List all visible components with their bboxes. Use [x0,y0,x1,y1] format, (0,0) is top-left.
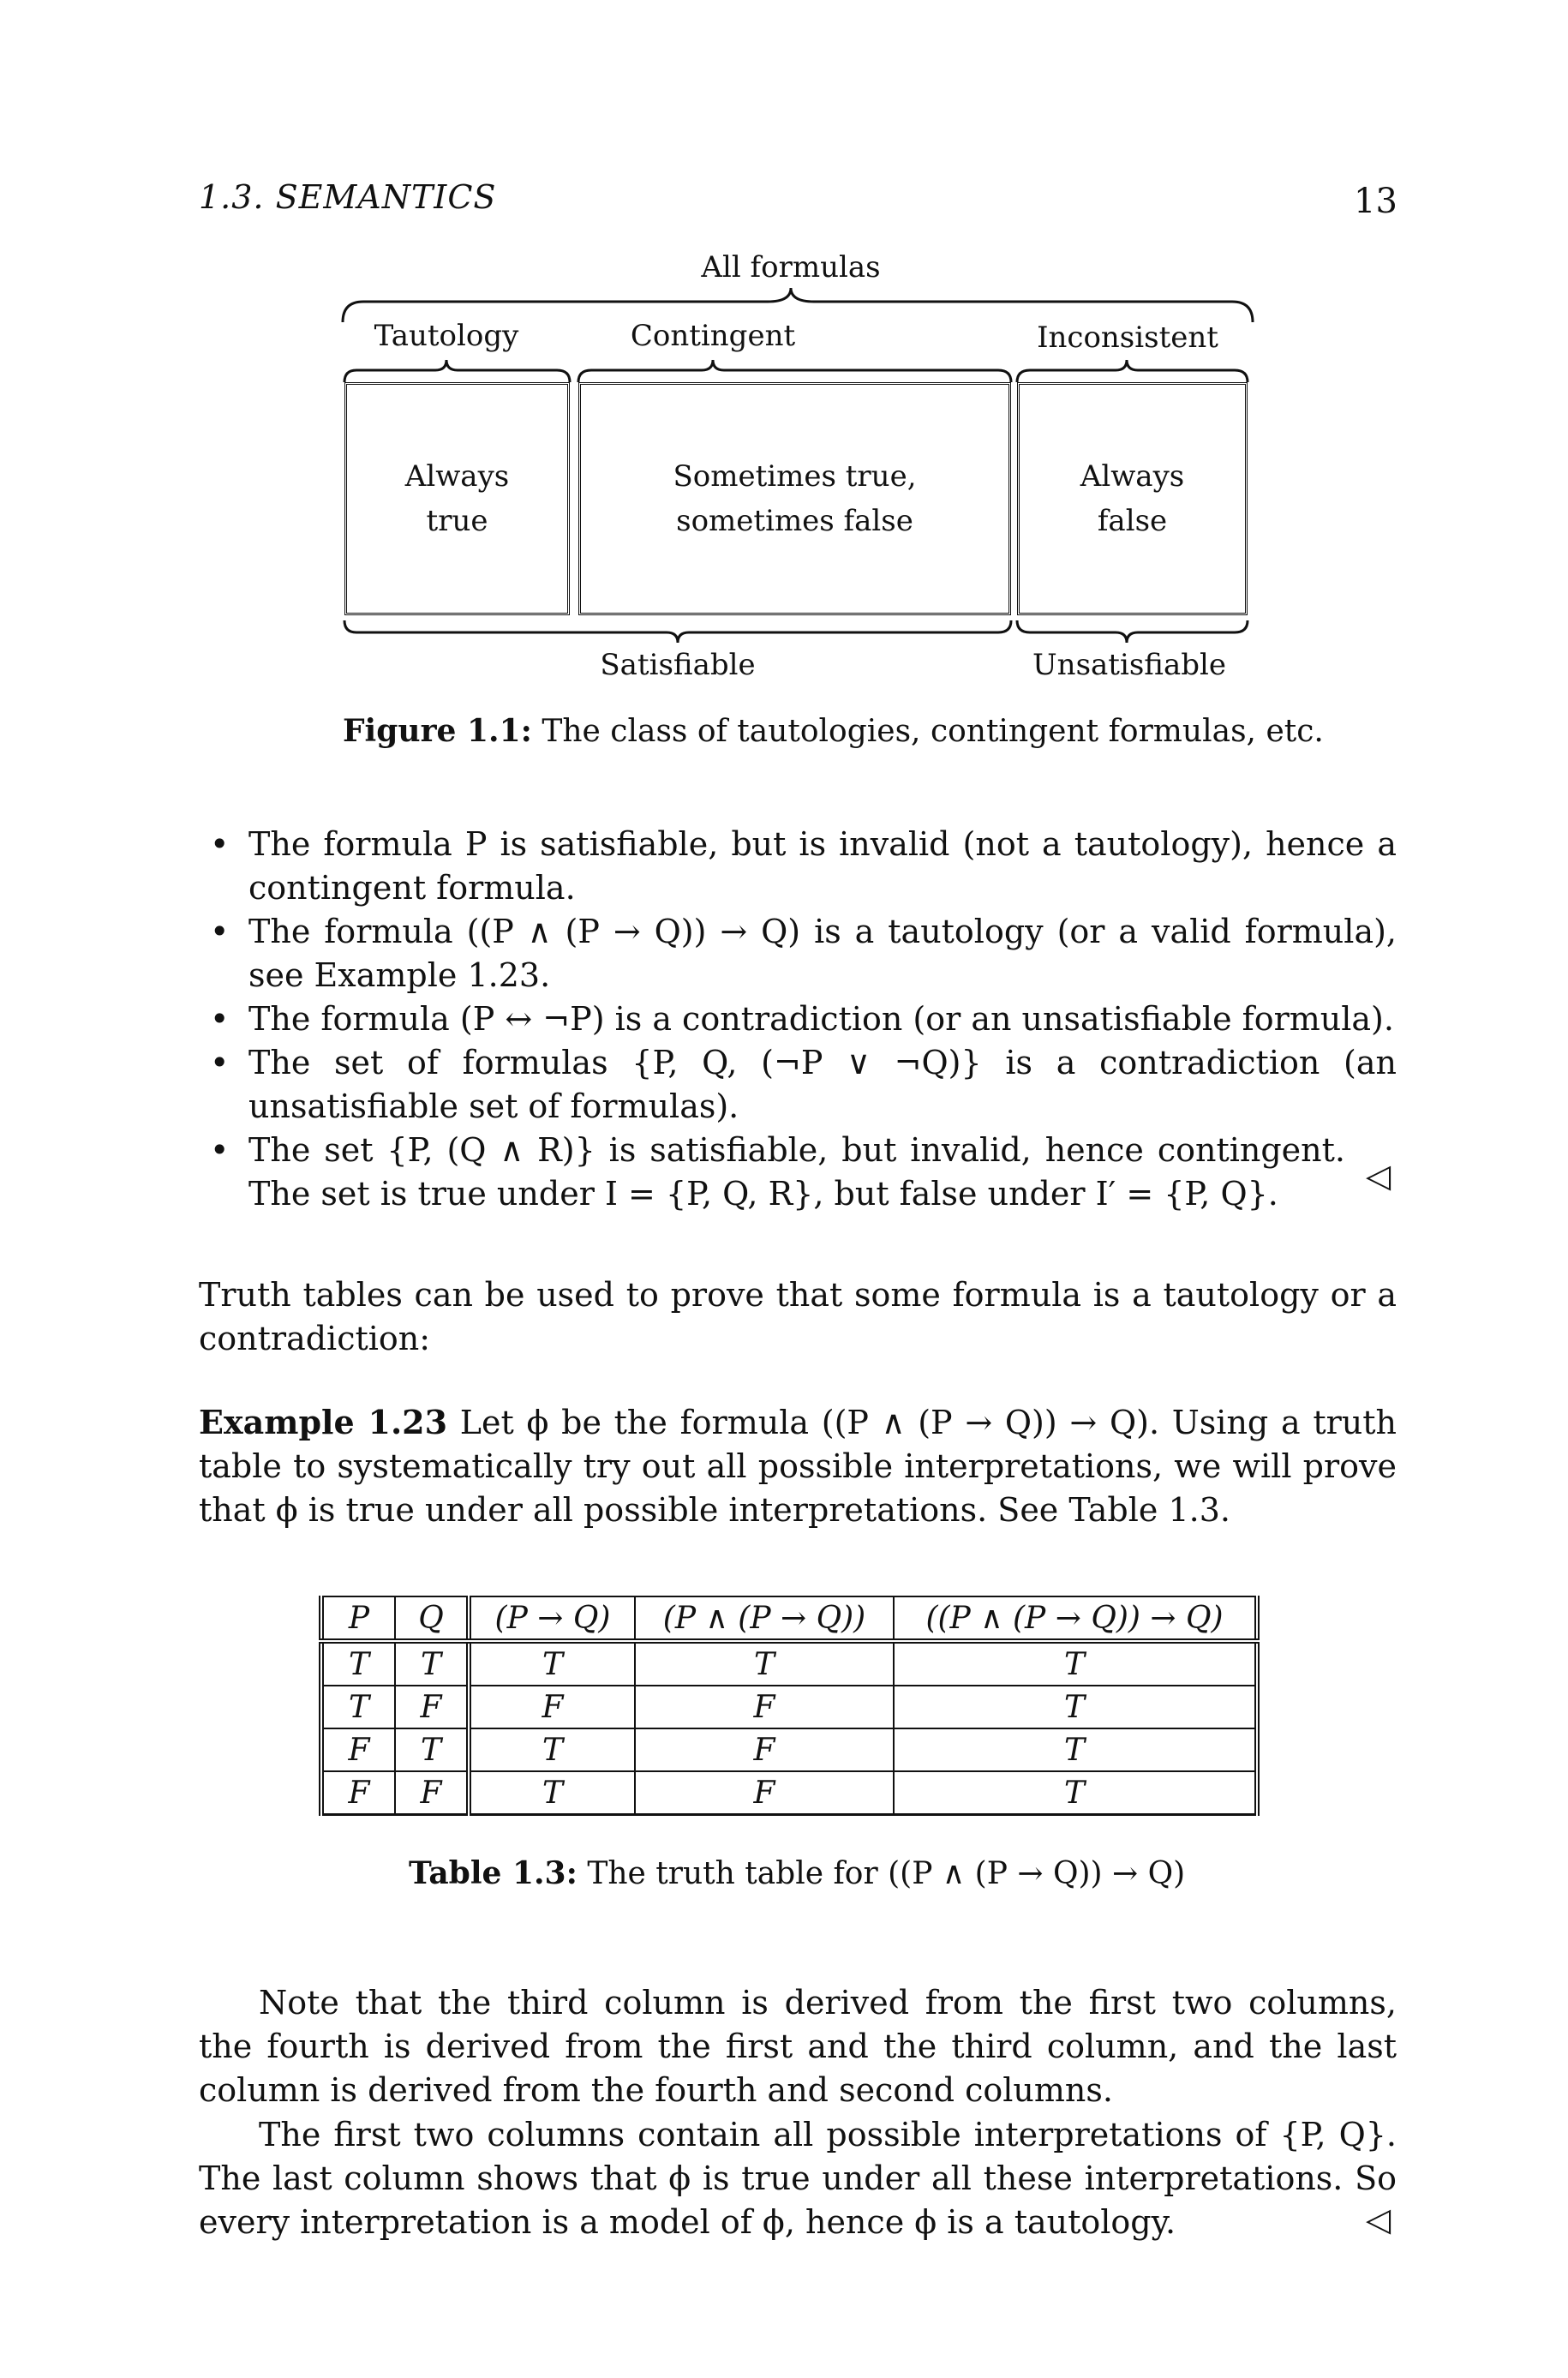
example-bullet-list [248,823,1397,1216]
figure-caption-label: Figure 1.1: [343,713,532,749]
list-item: • The formula P is satisfiable, but is invalid (not a tautology), hence a contingent formula. [248,823,1397,910]
table-cell: F [321,1728,395,1771]
table-row [321,1728,1257,1771]
table-cell: T [894,1728,1257,1771]
table-caption-label: Table 1.3: [409,1855,578,1891]
paragraph-note: Note that the third column is derived from the first two columns, the fourth is derived from the first and the third column, and the last column is derived from the fourth and second columns. [199,1984,1397,2109]
table-cell: T [321,1641,395,1686]
label-unsatisfiable: Unsatisfiable [1032,648,1226,682]
brace-satisfiable [344,620,1011,643]
example-text: Let ϕ be the formula ((P ∧ (P → Q)) → Q). Using a truth table to systematically try out all possible interpretations, we will prove that ϕ is true under all possible interpretations. See Table 1.3. [199,1404,1397,1529]
table-cell: F [635,1728,894,1771]
table-caption-text: The truth table for ((P ∧ (P → Q)) → Q) [587,1856,1186,1891]
label-all-formulas: All formulas [701,250,881,285]
label-contingent: Contingent [630,319,796,353]
paragraph-first-two-columns: The first two columns contain all possible interpretations of {P, Q}. The last column shows that ϕ is true under all these interpretations. So every interpretation is a model of ϕ, hence ϕ is a tautology. [199,2116,1397,2241]
brace-inconsistent [1017,360,1248,382]
box-always-true-line2: true [426,504,488,538]
page-number: 13 [1354,182,1397,221]
header-conjunction: (P ∧ (P → Q)) [635,1596,894,1641]
table-cell: T [894,1686,1257,1728]
end-of-example-mark: ◁ [1366,1157,1391,1195]
brace-tautology [344,360,570,382]
list-item: • The formula ((P ∧ (P → Q)) → Q) is a tautology (or a valid formula), see Example 1.23. [248,910,1397,997]
table-caption [409,1855,1185,1891]
table-cell: F [635,1686,894,1728]
brace-unsatisfiable [1017,620,1248,643]
header-implication: (P → Q) [469,1596,635,1641]
table-row [321,1771,1257,1815]
box-always-false-line2: false [1097,504,1168,538]
table-row [321,1641,1257,1686]
label-tautology: Tautology [374,319,519,353]
table-header-row [321,1596,1257,1641]
label-inconsistent: Inconsistent [1037,320,1218,355]
example-label: Example 1.23 [199,1403,448,1441]
box-always-true [344,382,570,615]
table-cell: T [395,1728,469,1771]
running-header-section: 1.3. SEMANTICS [199,178,497,216]
list-item: • The set of formulas {P, Q, (¬P ∨ ¬Q)} is a contradiction (an unsatisfiable set of formulas). [248,1041,1397,1129]
table-cell: F [395,1771,469,1815]
table-cell: F [395,1686,469,1728]
table-cell: T [469,1641,635,1686]
end-of-example-mark-2: ◁ [1366,2201,1391,2238]
table-cell: T [469,1771,635,1815]
box-sometimes-line1: Sometimes true, [673,459,917,494]
truth-table [319,1596,1260,1816]
label-satisfiable: Satisfiable [600,648,756,682]
table-cell: F [469,1686,635,1728]
figure-caption [343,713,1324,749]
paragraph-truth-tables: Truth tables can be used to prove that some formula is a tautology or a contradiction: [199,1276,1397,1357]
table-cell: T [635,1641,894,1686]
box-always-true-line1: Always [404,459,510,494]
table-cell: T [894,1641,1257,1686]
box-sometimes [578,382,1011,615]
table-row [321,1686,1257,1728]
header-q: Q [395,1596,469,1641]
box-always-false [1017,382,1248,615]
box-sometimes-line2: sometimes false [676,504,913,538]
figure-caption-text: The class of tautologies, contingent formulas, etc. [542,714,1324,749]
table-cell: F [635,1771,894,1815]
table-cell: T [321,1686,395,1728]
list-item: • The set {P, (Q ∧ R)} is satisfiable, but invalid, hence contingent. The set is true under I = {P, Q, R}, but false under I′ = {P, Q}. [248,1129,1397,1216]
table-cell: T [469,1728,635,1771]
header-p: P [321,1596,395,1641]
header-formula: ((P ∧ (P → Q)) → Q) [894,1596,1257,1641]
box-always-false-line1: Always [1080,459,1185,494]
brace-all-formulas [343,288,1253,322]
list-item: • The formula (P ↔ ¬P) is a contradiction (or an unsatisfiable formula). [248,997,1397,1041]
brace-contingent [578,360,1011,382]
example-1-23 [199,1400,1397,1532]
table-cell: T [894,1771,1257,1815]
table-cell: F [321,1771,395,1815]
table-cell: T [395,1641,469,1686]
